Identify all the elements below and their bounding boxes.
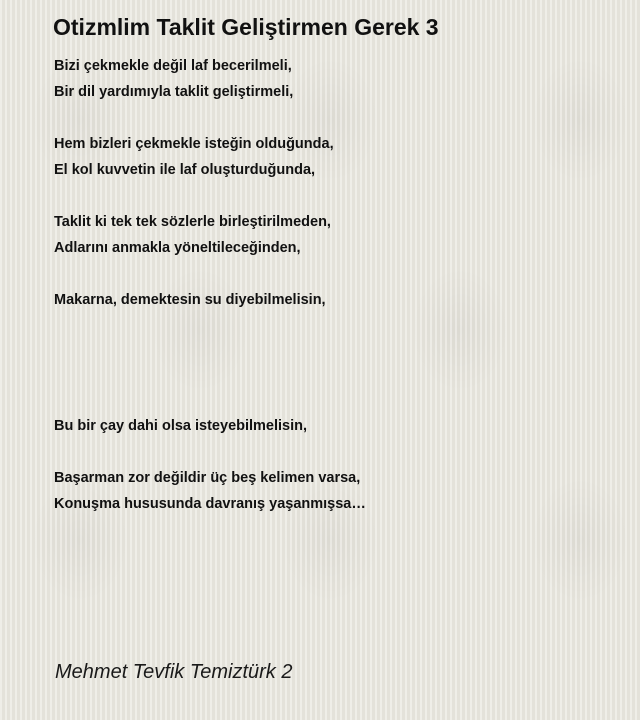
verse-line: Başarman zor değildir üç beş kelimen varsa, xyxy=(54,470,361,486)
stanza-2 xyxy=(54,131,614,183)
stanza-3 xyxy=(54,209,614,261)
poem-author: Mehmet Tevfik Temiztürk 2 xyxy=(55,661,293,683)
poem-title: Otizmlim Taklit Geliştirmen Gerek 3 xyxy=(53,14,439,40)
stanza-4 xyxy=(54,287,614,313)
poem-body xyxy=(54,53,614,543)
stanza-spacer xyxy=(54,339,614,413)
verse-line: El kol kuvvetin ile laf oluşturduğunda, xyxy=(54,162,316,178)
verse-line: Konuşma hususunda davranış yaşanmışsa… xyxy=(54,496,366,512)
stanza-1 xyxy=(54,53,614,105)
verse-line: Bizi çekmekle değil laf becerilmeli, xyxy=(54,58,292,74)
verse-line: Bir dil yardımıyla taklit geliştirmeli, xyxy=(54,84,294,100)
stanza-6 xyxy=(54,465,614,517)
verse-line: Bu bir çay dahi olsa isteyebilmelisin, xyxy=(54,418,308,434)
verse-line: Hem bizleri çekmekle isteğin olduğunda, xyxy=(54,136,334,152)
verse-line: Makarna, demektesin su diyebilmelisin, xyxy=(54,292,326,308)
verse-line: Taklit ki tek tek sözlerle birleştirilmeden, xyxy=(54,214,331,230)
verse-line: Adlarını anmakla yöneltileceğinden, xyxy=(54,240,301,256)
stanza-5 xyxy=(54,413,614,439)
